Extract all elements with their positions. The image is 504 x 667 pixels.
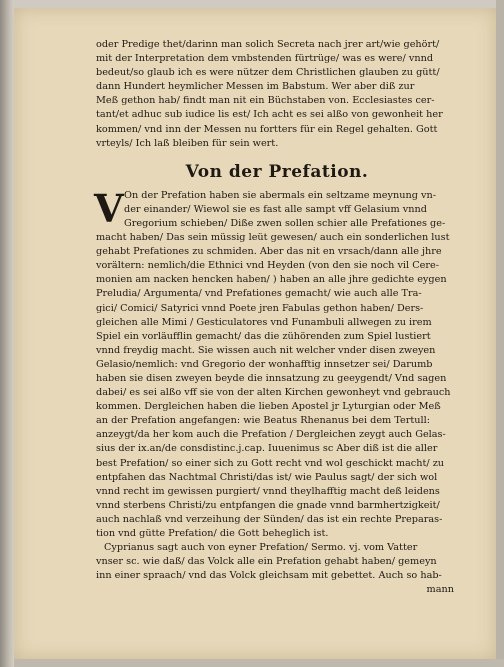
text-line: dabei/ es sei alßo vff sie von der alten Kirchen gewonheyt vnd gebrauch (96, 387, 451, 399)
text-line: an der Prefation angefangen: wie Beatus Rhenanus bei dem Tertull: (96, 415, 430, 427)
paragraph-2 (94, 185, 458, 541)
text-line: kommen/ vnd inn der Messen nu fortters für ein Regel gehalten. Gott (96, 123, 438, 135)
book-edge-right (496, 0, 504, 667)
text-line: anzeygt/da her kom auch die Prefation / Dergleichen zeygt auch Gelas- (96, 429, 446, 441)
paragraph-3 (96, 541, 458, 583)
text-line: der einander/ Wiewol sie es fast alle sampt vff Gelasium vnnd (124, 203, 427, 215)
book-binding-left (0, 0, 14, 667)
section-heading: Von der Prefation. (185, 161, 369, 182)
text-line: vorältern: nemlich/die Ethnici vnd Heyden (von den sie noch vil Cere- (96, 260, 439, 272)
text-line: sius der ix.an/de consdistinc.j.cap. Iuuenimus sc Aber diß ist die aller (96, 443, 438, 455)
text-line: tion vnd gütte Prefation/ die Gott beheglich ist. (96, 528, 329, 539)
text-line: gici/ Comici/ Satyrici vnnd Poete jren Fabulas gethon haben/ Ders- (96, 302, 424, 314)
text-line: mit der Interpretation dem vmbstenden fürtrüge/ was es were/ vnnd (96, 53, 434, 65)
catchword: mann (426, 584, 454, 596)
text-line: kommen. Dergleichen haben die lieben Apostel jr Lyturgian oder Meß (96, 401, 441, 413)
drop-cap-initial: V (94, 185, 124, 231)
text-line: vnser sc. wie daß/ das Volck alle ein Prefation gehabt haben/ gemeyn (96, 556, 437, 568)
text-line: monien am nacken hencken haben/ ) haben an alle jhre gedichte eygen (96, 274, 447, 286)
text-line: Gregorium schieben/ Diße zwen sollen schier alle Prefationes ge- (124, 217, 446, 229)
text-line: macht haben/ Das sein müssig leüt gewesen/ auch ein sonderlichen lust (96, 232, 450, 244)
text-line: gleichen alle Mimi / Gesticulatores vnd Funambuli allwegen zu irem (96, 316, 432, 328)
text-line: Spiel ein vorläufflin gemacht/ das die zühörenden zum Spiel lustiert (96, 330, 431, 342)
text-line: dann Hundert heymlicher Messen im Babstum. Wer aber diß zur (96, 81, 415, 93)
text-line: vnnd freydig macht. Sie wissen auch nit welcher vnder disen zweyen (96, 344, 436, 356)
text-line: gehabt Prefationes zu schmiden. Aber das nit en vrsach/dann alle jhre (96, 246, 442, 258)
text-line: On der Prefation haben sie abermals ein seltzame meynung vn- (124, 189, 436, 201)
paragraph-2-body (96, 231, 458, 541)
text-line: auch nachlaß vnd verzeihung der Sünden/ das ist ein rechte Preparas- (96, 513, 443, 525)
text-line: vnnd recht im gewissen purgiert/ vnnd theylhafftig macht deß leidens (96, 485, 440, 497)
text-line: inn einer spraach/ vnd das Volck gleichsam mit gebettet. Auch so hab- (96, 570, 442, 582)
text-line: oder Predige thet/darinn man solich Secreta nach jrer art/wie gehört/ (96, 39, 440, 50)
text-line: haben sie disen zweyen beyde die innsatzung zu geeygendt/ Vnd sagen (96, 372, 447, 384)
text-line: vnnd sterbens Christi/zu entpfangen die gnade vnnd barmhertzigkeit/ (96, 499, 440, 511)
text-line: tant/et adhuc sub iudice lis est/ Ich acht es sei alßo von gewonheit her (96, 109, 443, 121)
text-line: Meß gethon hab/ findt man nit ein Büchstaben von. Ecclesiastes cer- (96, 95, 435, 107)
paragraph-2-lead-lines (94, 185, 458, 231)
text-line: bedeut/so glaub ich es were nützer dem Christlichen glauben zu gütt/ (96, 67, 440, 79)
text-line: Gelasio/nemlich: vnd Gregorio der wonhafftig innsetzer sei/ Darumb (96, 358, 433, 370)
text-line: Preludia/ Argumenta/ vnd Prefationes gemacht/ wie auch alle Tra- (96, 288, 422, 300)
text-line: best Prefation/ so einer sich zu Gott recht vnd wol geschickt macht/ zu (96, 457, 445, 469)
page-text (96, 38, 458, 597)
book-edge-bottom (14, 659, 504, 667)
text-line: Cyprianus sagt auch von eyner Prefation/ Sermo. vj. vom Vatter (104, 542, 418, 554)
text-line: entpfahen das Nachtmal Christi/das ist/ wie Paulus sagt/ der sich wol (96, 471, 438, 483)
paragraph-1 (96, 38, 458, 151)
text-line: vrteyls/ Ich laß bleiben für sein wert. (96, 137, 279, 149)
